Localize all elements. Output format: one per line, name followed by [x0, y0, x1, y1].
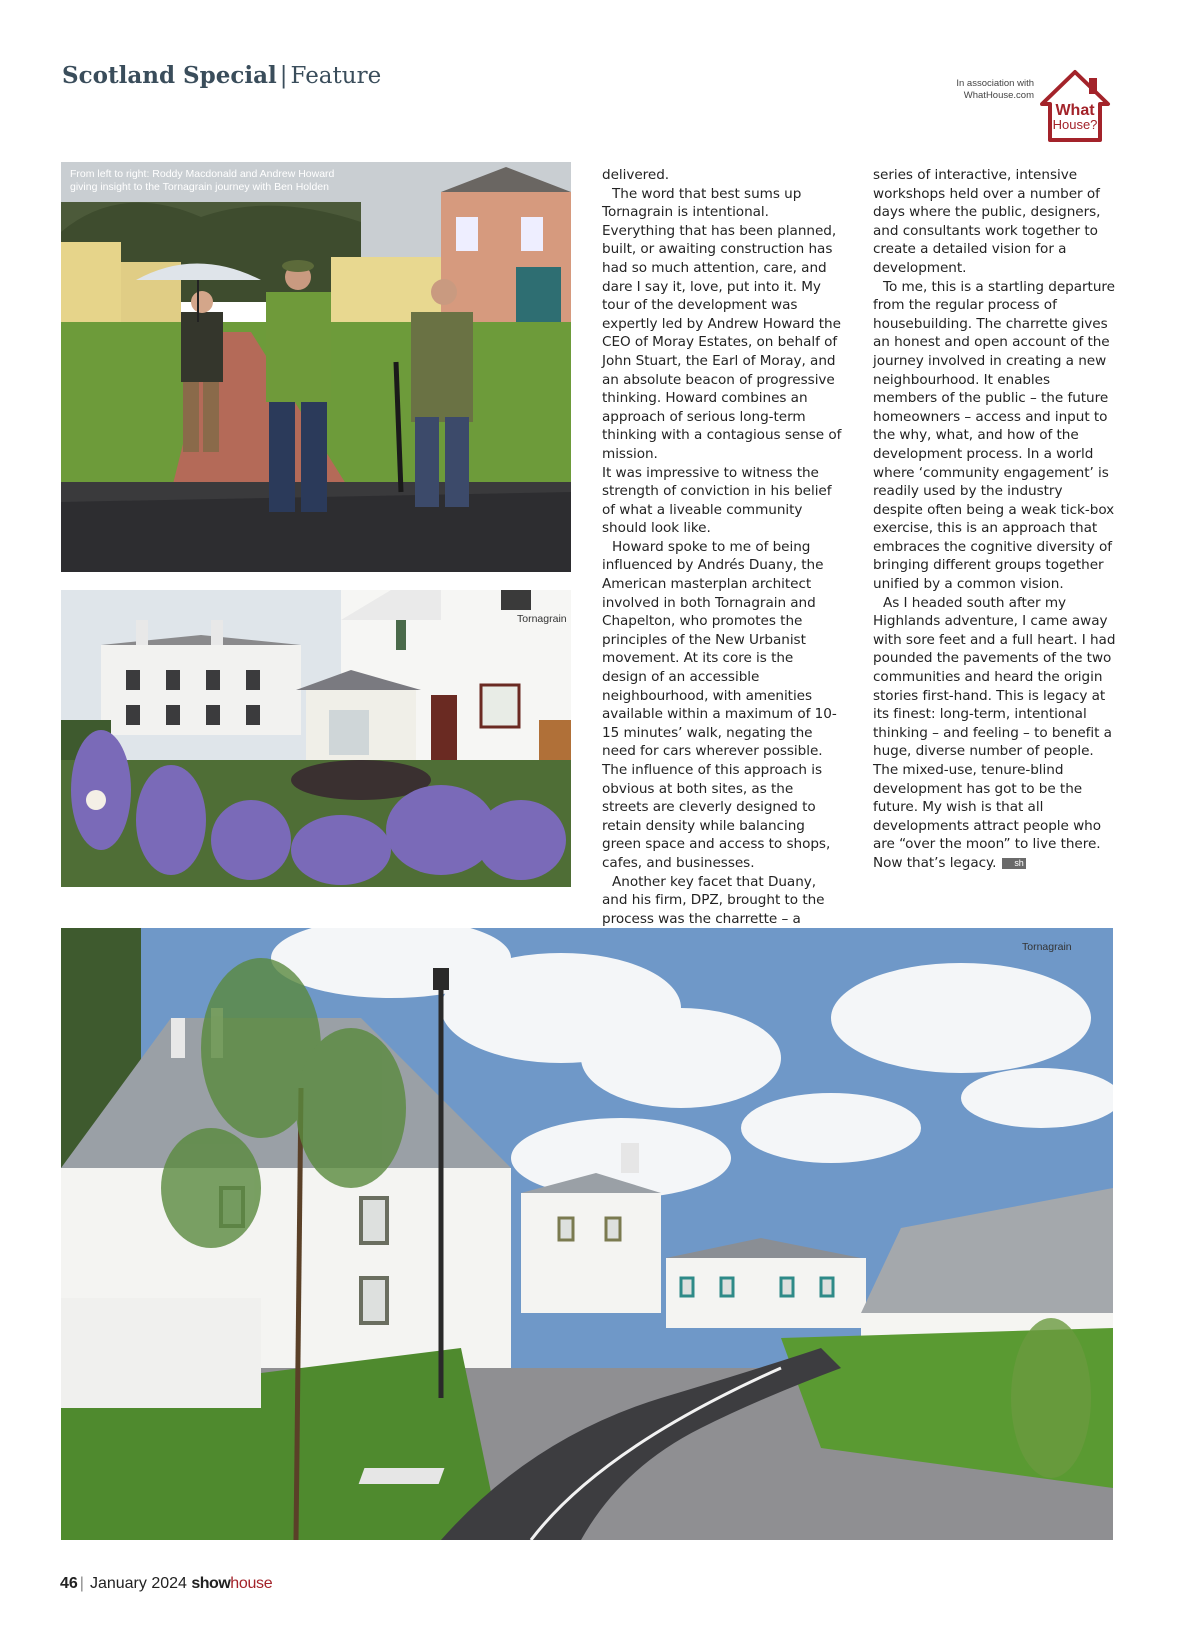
photo-tour-group — [61, 162, 571, 572]
page-footer — [60, 1575, 272, 1593]
publication-logo — [191, 1575, 272, 1592]
brand-house: house — [230, 1575, 273, 1592]
paragraph: To me, this is a startling departure from the regular process of housebuilding. The charrette gives an honest and open account of the journey involved in creating a new neighbourhood. It enables members of the public – the future homeowners – access and input to the why, what, and how of the development process. In a world where ‘community engagement’ is readily used by the industry despite often being a weak tick-box exercise, this is an approach that embraces the cognitive diversity of bringing different groups together unified by a common vision. — [873, 278, 1115, 593]
logo-word-what: What — [1055, 102, 1095, 119]
page-number: 46 — [60, 1575, 78, 1592]
end-mark-icon: sh — [1002, 858, 1025, 869]
paragraph: Howard spoke to me of being influenced by Andrés Duany, the American masterplan architect involved in both Tornagrain and Chapelton, who promotes the principles of the New Urbanist movement. At its core is the design of an accessible neighbourhood, with amenities available within a maximum of 10-15 minutes’ walk, negating the need for cars wherever possible. The influence of this approach is obvious at both sites, as the streets are cleverly designed to retain density while balancing green space and access to shops, cafes, and businesses. — [602, 538, 837, 871]
section-header — [62, 62, 381, 89]
house-logo-icon — [1036, 66, 1114, 144]
whathouse-logo — [1036, 66, 1114, 144]
paragraph: The word that best sums up Tornagrain is intentional. Everything that has been planned, built, or awaiting construction has had so much attention, care, and dare I say it, love, put into it. My tour of the development was expertly led by Andrew Howard the CEO of Moray Estates, on behalf of John Stuart, the Earl of Moray, and an absolute beacon of progressive thinking. Howard combines an approach of serious long-term thinking with a contagious sense of mission. — [602, 185, 842, 462]
header-separator: | — [279, 63, 288, 89]
logo-word-house: House? — [1052, 117, 1098, 132]
brand-show: show — [191, 1575, 231, 1592]
photo-location-tag: Tornagrain — [1022, 941, 1072, 953]
footer-separator: | — [79, 1575, 84, 1592]
paragraph-last — [873, 594, 1116, 873]
section-title: Scotland Special — [62, 62, 277, 89]
paragraph: delivered. — [602, 167, 670, 183]
photo-tornagrain-garden — [61, 590, 571, 887]
photo-tornagrain-street — [61, 928, 1113, 1540]
issue-date: January 2024 — [89, 1575, 187, 1592]
caption-line2: giving insight to the Tornagrain journey with Ben Holden — [70, 181, 329, 193]
photo-location-tag: Tornagrain — [517, 613, 567, 625]
association-note — [900, 78, 1034, 102]
paragraph: Another key facet that Duany, and his firm, DPZ, brought to the process was the charrette – a — [602, 873, 825, 927]
paragraph: series of interactive, intensive workshops held over a number of days where the public, designers, and consultants work together to create a detailed vision for a development. — [873, 167, 1101, 276]
caption-line1: From left to right: Roddy Macdonald and Andrew Howard — [70, 168, 335, 180]
paragraph: It was impressive to witness the strength of conviction in his belief of what a liveable community should look like. — [602, 464, 832, 537]
article-column-1 — [602, 166, 842, 928]
association-line2: WhatHouse.com — [963, 90, 1034, 101]
section-kind: Feature — [290, 63, 382, 89]
photo-caption — [70, 168, 334, 194]
association-line1: In association with — [956, 78, 1034, 89]
article-column-2 — [873, 166, 1116, 873]
paragraph-text: As I headed south after my Highlands adventure, I came away with sore feet and a full heart. I had pounded the pavements of the two communities and heard the origin stories first-hand. This is legacy at its finest: long-term, intentional thinking – and feeling – to benefit a huge, diverse number of people. The mixed-use, tenure-blind development has got to be the future. My wish is that all developments attract people who are “over the moon” to live there. Now that’s legacy. — [873, 594, 1116, 871]
